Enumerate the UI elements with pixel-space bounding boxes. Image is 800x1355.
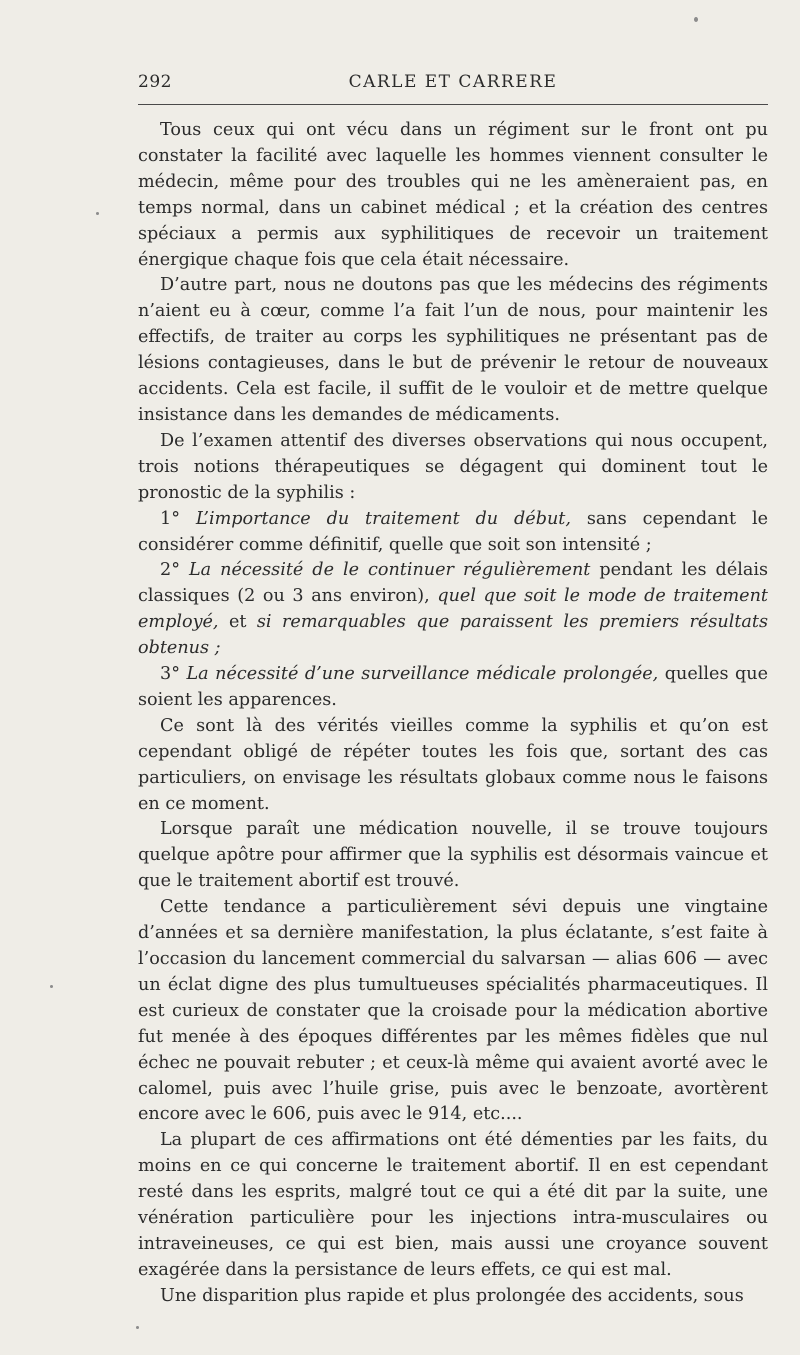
notion-text: pendant les délais classiques (2 ou 3 ans environ),: [138, 560, 768, 607]
paragraph: Ce sont là des vérités vieilles comme la syphilis et qu’on est cependant obligé de répéter toutes les fois que, sortant des cas particuliers, on envisage les résultats globaux comme nous le faisons en ce moment.: [138, 715, 768, 814]
notion-text: sans cependant le considérer comme définitif, quelle que soit son intensité ;: [138, 508, 768, 555]
paragraph: Une disparition plus rapide et plus prolongée des accidents, sous: [160, 1285, 744, 1306]
notion-item-1: [138, 507, 768, 559]
notion-emphasis: L’importance du traitement du début,: [195, 508, 571, 529]
notion-emphasis: si remarquables que paraissent les premiers résultats obtenus ;: [138, 612, 768, 659]
scan-speck: [694, 17, 698, 22]
page-number: 292: [138, 72, 172, 92]
notion-text: et: [218, 612, 257, 633]
notion-item-2: [138, 558, 768, 662]
body-text: [138, 118, 768, 1310]
notion-number: 3°: [160, 664, 187, 685]
paragraph: La plupart de ces affirmations ont été démenties par les faits, du moins en ce qui concerne le traitement abortif. Il en est cependant resté dans les esprits, malgré tout ce qui a été dit par la suite, une vénération particulière pour les injections intra-musculaires ou intraveineuses, ce qui est bien, mais aussi une croyance souvent exagérée dans la persistance de leurs effets, ce qui est mal.: [138, 1130, 768, 1280]
notion-emphasis: quel que soit le mode de traitement employé,: [138, 586, 768, 633]
paragraph: Lorsque paraît une médication nouvelle, il se trouve toujours quelque apôtre pour affirmer que la syphilis est désormais vaincue et que le traitement abortif est trouvé.: [138, 819, 768, 892]
paragraph: Tous ceux qui ont vécu dans un régiment sur le front ont pu constater la facilité avec laquelle les hommes viennent consulter le médecin, même pour des troubles qui ne les amèneraient pas, en temps normal, dans un cabinet médical ; et la création des centres spéciaux a permis aux syphilitiques de recevoir un traitement énergique chaque fois que cela était nécessaire.: [138, 120, 768, 270]
page-header: [138, 72, 768, 98]
notion-item-3: [138, 662, 768, 714]
notion-emphasis: La nécessité de le continuer régulièrement: [188, 560, 591, 581]
notion-emphasis: La nécessité d’une surveillance médicale prolongée,: [186, 664, 659, 685]
scan-speck: [136, 1326, 139, 1329]
scan-speck: [50, 985, 53, 988]
paragraph: De l’examen attentif des diverses observations qui nous occupent, trois notions thérapeutiques se dégagent qui dominent tout le pronostic de la syphilis :: [138, 430, 768, 503]
paragraph: D’autre part, nous ne doutons pas que les médecins des régiments n’aient eu à cœur, comme l’a fait l’un de nous, pour maintenir les effectifs, de traiter au corps les syphilitiques ne présentant pas de lésions contagieuses, dans le but de prévenir le retour de nouveaux accidents. Cela est facile, il suffit de le vouloir et de mettre quelque insistance dans les demandes de médicaments.: [138, 275, 768, 425]
paragraph: Cette tendance a particulièrement sévi depuis une vingtaine d’années et sa dernière manifestation, la plus éclatante, s’est faite à l’occasion du lancement commercial du salvarsan — alias 606 — avec un éclat digne des plus tumultueuses spécialités pharmaceutiques. Il est curieux de constater que la croisade pour la médication abortive fut menée à des époques différentes par les mêmes fidèles que nul échec ne pouvait rebuter ; et ceux-là même qui avaient avorté avec le calomel, puis avec l’huile grise, puis avec le benzoate, avortèrent encore avec le 606, puis avec le 914, etc....: [138, 897, 768, 1125]
running-head: CARLE ET CARRERE: [348, 72, 558, 92]
notion-number: 1°: [160, 508, 196, 529]
notion-text: quelles que soient les apparences.: [138, 664, 768, 710]
header-rule: [138, 104, 768, 105]
scan-speck: [96, 212, 99, 215]
notion-number: 2°: [160, 560, 189, 581]
